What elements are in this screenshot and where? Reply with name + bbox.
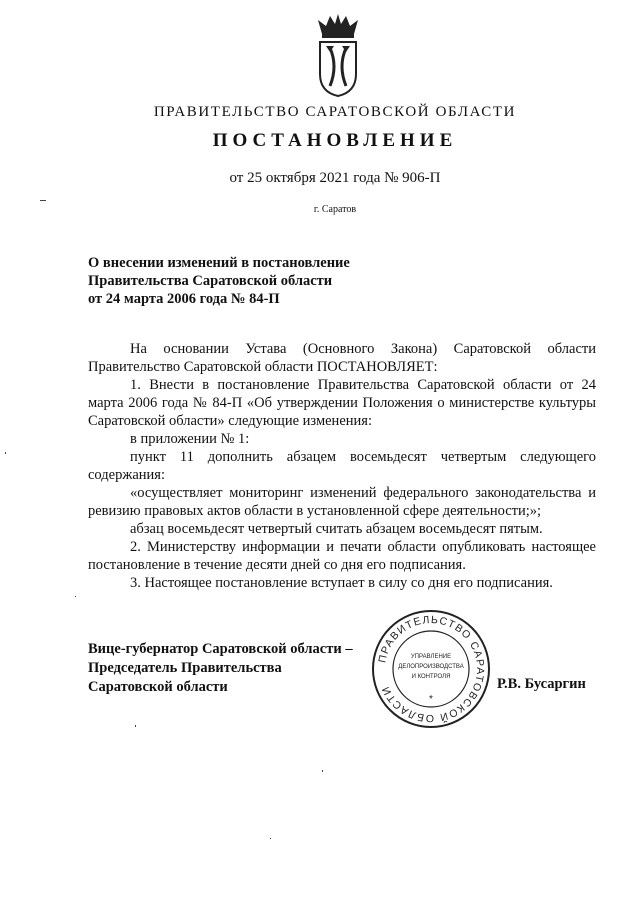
scan-speck	[75, 596, 76, 597]
stamp-center-line: И КОНТРОЛЯ	[411, 674, 451, 680]
document-type: ПОСТАНОВЛЕНИЕ	[212, 130, 458, 151]
coat-of-arms-icon	[312, 12, 364, 98]
scan-speck	[270, 838, 271, 839]
document-subject	[88, 254, 408, 308]
stamp-center-line: ДЕЛОПРОИЗВОДСТВА	[398, 664, 464, 670]
stamp-center-line: УПРАВЛЕНИЕ	[410, 654, 452, 660]
position-line: Председатель Правительства	[88, 660, 282, 676]
date-and-number: от 25 октября 2021 года № 906-П	[229, 170, 441, 186]
stamp-ring-text: ПРАВИТЕЛЬСТВО САРАТОВСКОЙ ОБЛАСТИ	[376, 613, 487, 725]
signatory-position	[88, 640, 388, 697]
official-stamp-icon	[370, 608, 492, 730]
government-name: ПРАВИТЕЛЬСТВО САРАТОВСКОЙ ОБЛАСТИ	[153, 104, 517, 120]
body-paragraph: 1. Внести в постановление Правительства Саратовской области от 24 марта 2006 года № 84-П «Об утверждении Положения о министерстве культуры Саратовской области» следующие изменения:	[88, 377, 596, 429]
body-paragraph: абзац восемьдесят четвертый считать абзацем восемьдесят пятым.	[130, 521, 543, 537]
document-body	[88, 340, 596, 592]
stamp-star: *	[429, 694, 433, 705]
body-paragraph: пункт 11 дополнить абзацем восемьдесят четвертым следующего содержания:	[88, 449, 596, 483]
scan-speck	[135, 725, 136, 727]
signatory-name: Р.В. Бусаргин	[497, 676, 586, 692]
subject-line: О внесении изменений в постановление	[88, 255, 350, 271]
position-line: Вице-губернатор Саратовской области –	[88, 641, 353, 657]
scan-speck	[322, 770, 323, 772]
position-line: Саратовской области	[88, 679, 228, 695]
scan-speck	[5, 452, 6, 454]
subject-line: Правительства Саратовской области	[88, 273, 333, 289]
body-paragraph: На основании Устава (Основного Закона) Саратовской области Правительство Саратовской области ПОСТАНОВЛЯЕТ:	[88, 341, 596, 375]
scan-speck	[40, 200, 46, 201]
body-paragraph: 2. Министерству информации и печати области опубликовать настоящее постановление в течение десяти дней со дня его подписания.	[88, 539, 596, 573]
city: г. Саратов	[313, 204, 357, 215]
body-paragraph: в приложении № 1:	[130, 431, 250, 447]
body-paragraph: «осуществляет мониторинг изменений федерального законодательства и ревизию правовых актов области в установленной сфере деятельности;»;	[88, 485, 596, 519]
subject-line: от 24 марта 2006 года № 84-П	[88, 291, 280, 307]
body-paragraph: 3. Настоящее постановление вступает в силу со дня его подписания.	[130, 575, 553, 591]
